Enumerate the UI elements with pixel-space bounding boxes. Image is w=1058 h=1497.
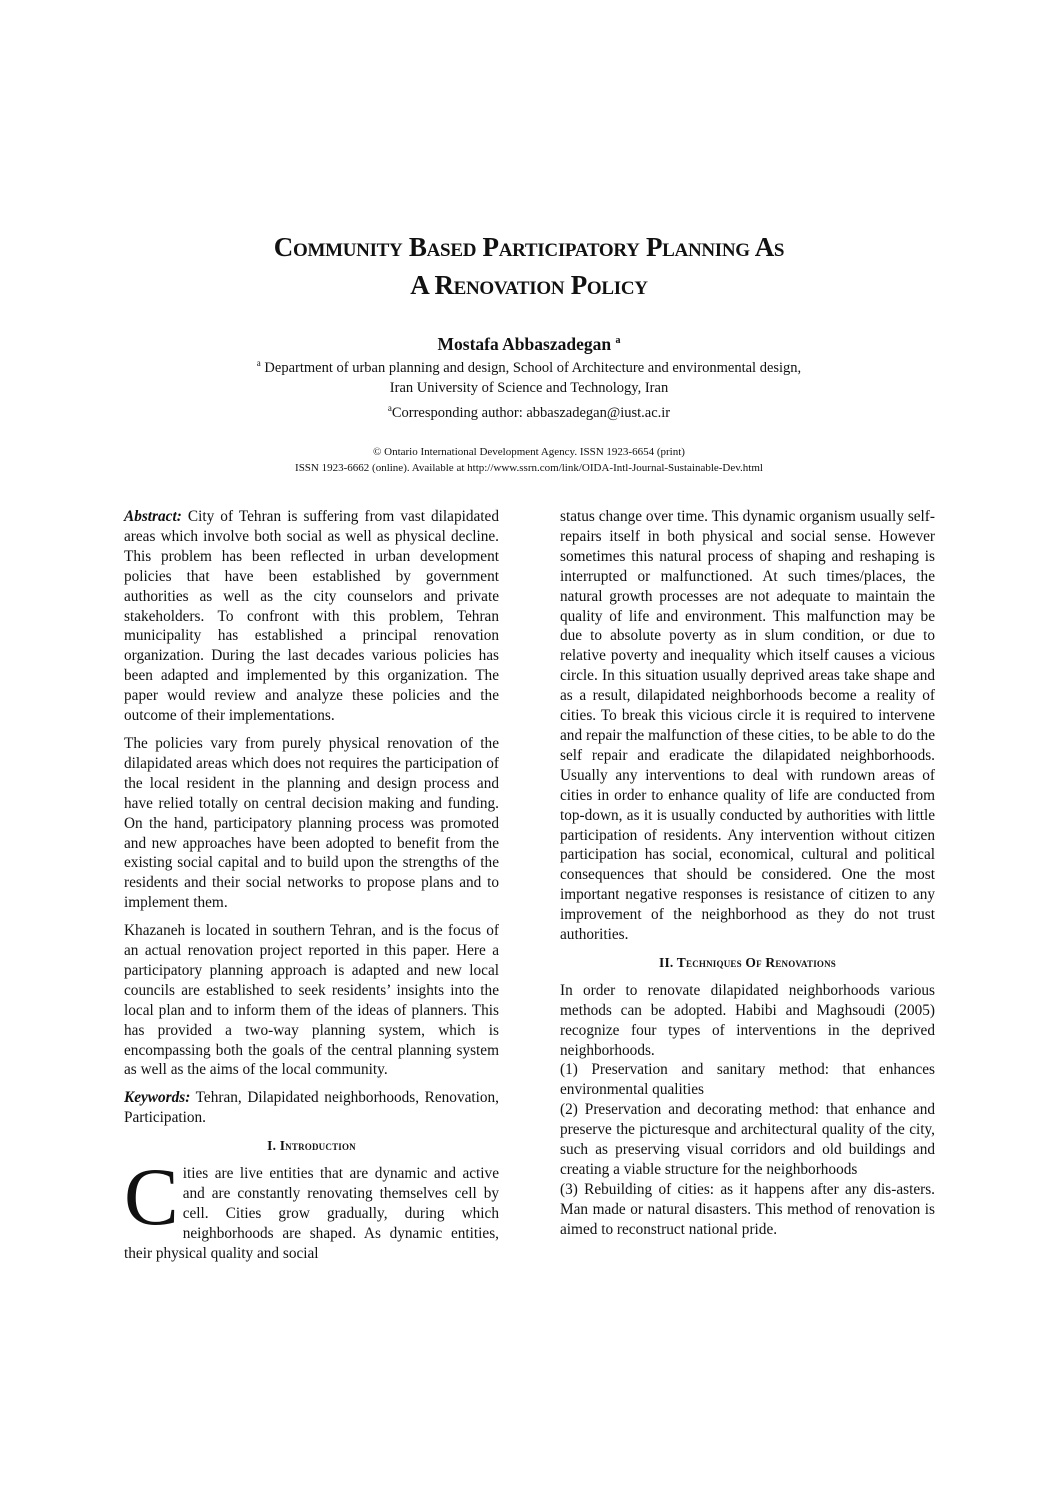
author-name-text: Mostafa Abbaszadegan: [437, 334, 612, 354]
techniques-intro: In order to renovate dilapidated neighborhoods various methods can be adopted. Habibi and Maghsoudi (2005) recognize four types of interventions in the deprived neighborhoods.: [560, 981, 935, 1059]
techniques-item-1: (1) Preservation and sanitary method: that enhances environmental qualities: [560, 1061, 935, 1099]
author-marker: a: [615, 335, 621, 347]
paper-title: [0, 228, 1058, 304]
title-line-1: Community Based Participatory Planning As: [273, 232, 785, 262]
drop-cap: C: [124, 1151, 179, 1243]
affiliation-line-1: Department of urban planning and design, School of Architecture and environmental design,: [264, 359, 802, 376]
introduction-paragraph: [124, 1151, 499, 1264]
publisher-line-1: © Ontario International Development Agency. ISSN 1923-6654 (print): [373, 446, 685, 458]
keywords-label: Keywords:: [124, 1089, 191, 1107]
keywords-text: Tehran, Dilapidated neighborhoods, Renovation, Participation.: [124, 1089, 499, 1127]
publisher-line-2: ISSN 1923-6662 (online). Available at http://www.ssrn.com/link/OIDA-Intl-Journal-Sustainable-Dev.html: [295, 462, 763, 474]
corresponding-author: Corresponding author: abbaszadegan@iust.ac.ir: [391, 404, 671, 421]
affiliation-line-2: Iran University of Science and Technology, Iran: [389, 379, 669, 396]
section-heading-introduction: I. Introduction: [267, 1138, 356, 1154]
abstract-paragraph-1: [124, 507, 499, 726]
affiliation: [0, 353, 1058, 423]
abstract-paragraph-2: The policies vary from purely physical renovation of the dilapidated areas which does not requires the participation of the local resident in the planning and design process and have relied totally on central decision making and funding. On the hand, participatory planning process was promoted and new approaches have been adopted to benefit from the existing social capital and to build upon the strengths of the residents and their social networks to propose plans and to implement them.: [124, 734, 499, 912]
abstract-paragraph-3: Khazaneh is located in southern Tehran, and is the focus of an actual renovation project reported in this paper. Here a participatory planning approach is adapted and new local councils are established to seek residents’ insights into the local plan and to inform them of the ideas of planners. This has provided a two-way planning system, which is encompassing both the goals of the central planning system as well as the aims of the local community.: [124, 922, 499, 1079]
title-line-2: A Renovation Policy: [410, 270, 648, 300]
keywords: [124, 1088, 499, 1128]
techniques-item-2: (2) Preservation and decorating method: that enhance and preserve the picturesque and architectural quality of the city, such as preserving visual corridors and old buildings and creating a viable structure for the neighborhoods: [560, 1101, 935, 1178]
left-column: [124, 507, 499, 1264]
right-column: [560, 507, 935, 1240]
section-heading-techniques: II. Techniques Of Renovations: [658, 954, 836, 970]
techniques-item-3: (3) Rebuilding of cities: as it happens after any dis-asters. Man made or natural disasters. This method of renovation is aimed to reconstruct national pride.: [560, 1180, 935, 1238]
author-name: [0, 334, 1058, 355]
publisher-info: [0, 444, 1058, 476]
introduction-continued: status change over time. This dynamic organism usually self-repairs itself in both physical and social sense. However sometimes this natural process of shaping and reshaping is interrupted or malfunctioned. At such times/places, the natural growth processes are not adequate to maintain the quality of life and environment. This malfunction may be due to absolute poverty as in slum condition, or due to relative poverty and inequality which itself causes a vicious circle. In this situation usually deprived areas take shape and as a result, dilapidated neighborhoods become a reality of cities. To break this vicious circle it is required to intervene and repair the malfunction of these cities, to be able to do the self repair and eradicate the dilapidated neighborhoods. Usually any interventions to deal with rundown areas of cities in order to enhance quality of life are conducted from top-down, as it is usually conducted by authorities with little participation of residents. Any intervention without citizen participation has social, economical, cultural and political consequences that should be considered. One the most important negative responses is resistance of citizen to any improvement of the neighborhood as they do not trust authorities.: [560, 508, 935, 944]
abstract-text-1: City of Tehran is suffering from vast dilapidated areas which involve both social as well as physical decline. This problem has been reflected in urban development policies that have been established by government authorities as well as the city counselors and private stakeholders. To confront with this problem, Tehran municipality has established a principal renovation organization. During the last decades various policies has been adapted and implemented by this organization. The paper would review and analyze these policies and the outcome of their implementations.: [124, 508, 499, 725]
introduction-text-start: ities are live entities that are dynamic and active and are constantly renovating themselves cell by cell. Cities grow gradually, during which neighborhoods are shaped. As dynamic entities, their physical quality and social: [124, 1165, 499, 1262]
abstract-label: Abstract:: [124, 508, 182, 525]
corresponding-marker: a: [387, 402, 392, 413]
affiliation-marker: a: [256, 358, 261, 368]
